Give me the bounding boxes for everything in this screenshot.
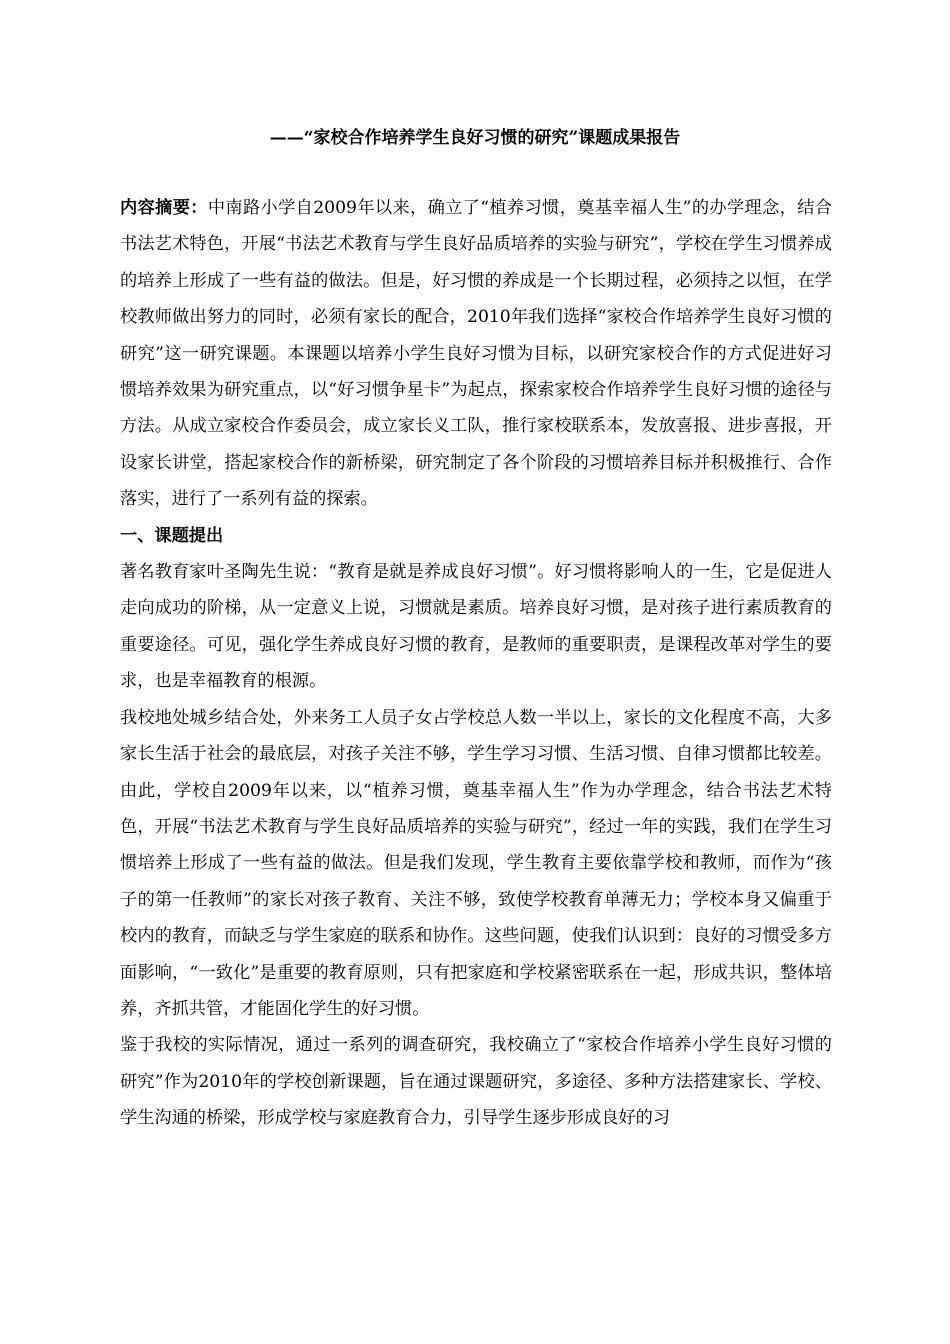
document-body [120, 190, 832, 1137]
section-paragraph-1: 著名教育家叶圣陶先生说：“教育是就是养成良好习惯”。好习惯将影响人的一生，它是促进人走向成功的阶梯，从一定意义上说，习惯就是素质。培养良好习惯，是对孩子进行素质教育的重要途径。可见，强化学生养成良好习惯的教育，是教师的重要职责，是课程改革对学生的要求，也是幸福教育的根源。 [120, 562, 832, 692]
abstract-text: 中南路小学自2009年以来，确立了“植养习惯，奠基幸福人生”的办学理念，结合书法艺术特色，开展“书法艺术教育与学生良好品质培养的实验与研究”，学校在学生习惯养成的培养上形成了一些有益的做法。但是，好习惯的养成是一个长期过程，必须持之以恒，在学校教师做出努力的同时，必须有家长的配合，2010年我们选择“家校合作培养学生良好习惯的研究”这一研究课题。本课题以培养小学生良好习惯为目标，以研究家校合作的方式促进好习惯培养效果为研究重点，以“好习惯争星卡”为起点，探索家校合作培养学生良好习惯的途径与方法。从成立家校合作委员会，成立家长义工队，推行家校联系本，发放喜报、进步喜报，开设家长讲堂，搭起家校合作的新桥梁，研究制定了各个阶段的习惯培养目标并积极推行、合作落实，进行了一系列有益的探索。 [120, 198, 832, 510]
section-heading: 一、课题提出 [120, 525, 224, 546]
abstract-paragraph [120, 190, 832, 518]
document-title: ——“家校合作培养学生良好习惯的研究”课题成果报告 [269, 128, 681, 148]
abstract-label: 内容摘要： [120, 198, 208, 218]
section-paragraph-2: 我校地处城乡结合处，外来务工人员子女占学校总人数一半以上，家长的文化程度不高，大多家长生活于社会的最底层，对孩子关注不够，学生学习习惯、生活习惯、自律习惯都比较差。由此，学校自2009年以来，以“植养习惯，奠基幸福人生”作为办学理念，结合书法艺术特色，开展“书法艺术教育与学生良好品质培养的实验与研究”，经过一年的实践，我们在学生习惯培养上形成了一些有益的做法。但是我们发现，学生教育主要依靠学校和教师，而作为“孩子的第一任教师”的家长对孩子教育、关注不够，致使学校教育单薄无力；学校本身又偏重于校内的教育，而缺乏与学生家庭的联系和协作。这些问题，使我们认识到：良好的习惯受多方面影响，“一致化”是重要的教育原则，只有把家庭和学校紧密联系在一起，形成共识，整体培养，齐抓共管，才能固化学生的好习惯。 [120, 707, 832, 1019]
section-paragraph-3: 鉴于我校的实际情况，通过一系列的调查研究，我校确立了“家校合作培养小学生良好习惯的研究”作为2010年的学校创新课题，旨在通过课题研究，多途径、多种方法搭建家长、学校、学生沟通的桥梁，形成学校与家庭教育合力，引导学生逐步形成良好的习 [120, 1035, 832, 1129]
